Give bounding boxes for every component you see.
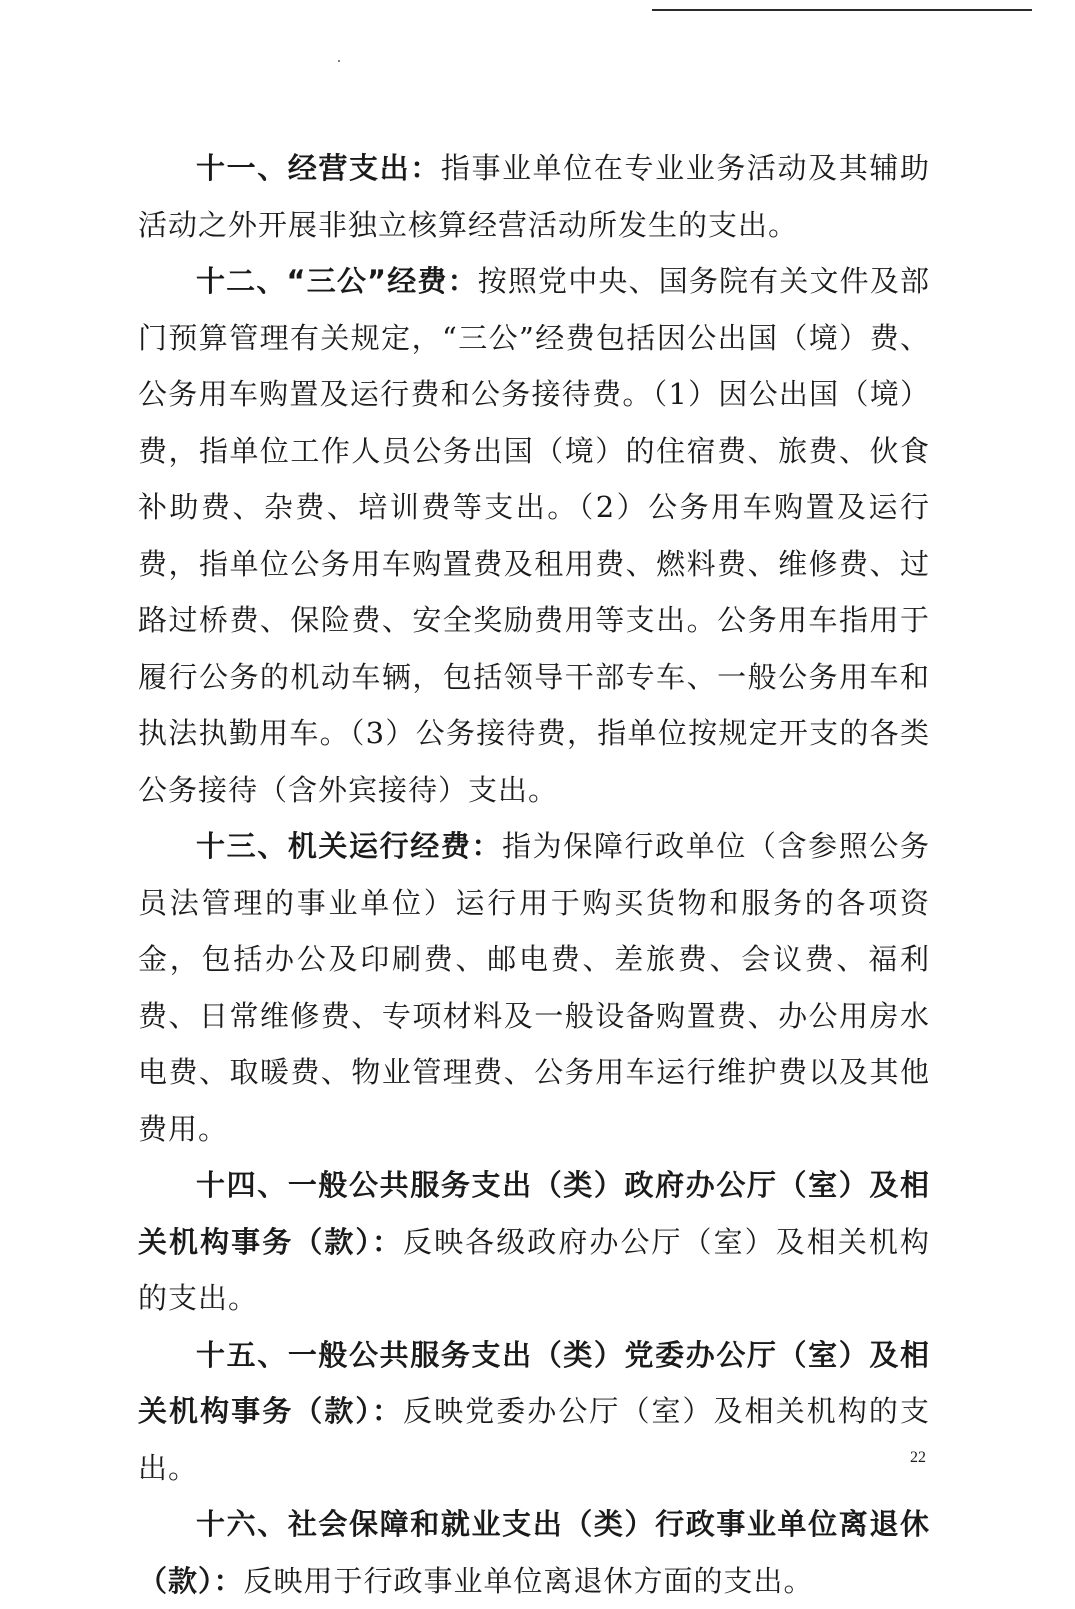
paragraph-text: 按照党中央、国务院有关文件及部门预算管理有关规定，“三公”经费包括因公出国（境）费、公务用车购置及运行费和公务接待费。（1）因公出国（境）费，指单位工作人员公务出国（境）的住宿费、旅费、伙食补助费、杂费、培训费等支出。（2）公务用车购置及运行费，指单位公务用车购置费及租用费、燃料费、维修费、过路过桥费、保险费、安全奖励费用等支出。公务用车指用于履行公务的机动车辆，包括领导干部专车、一般公务用车和执法执勤用车。（3）公务接待费，指单位按规定开支的各类公务接待（含外宾接待）支出。 (138, 264, 930, 807)
paragraph-text: 指事业单位在专业业务活动及其辅助活动之外开展非独立核算经营活动所发生的支出。 (138, 151, 930, 242)
paragraph-14 (138, 1157, 930, 1327)
paragraph-heading: 十二、“三公”经费： (196, 264, 478, 298)
paragraph-heading: 十三、机关运行经费： (196, 829, 503, 863)
scan-speck (338, 60, 340, 62)
paragraph-12 (138, 253, 930, 818)
paragraph-11 (138, 140, 930, 253)
paragraph-13 (138, 818, 930, 1157)
header-rule (652, 9, 1032, 11)
paragraph-15 (138, 1327, 930, 1497)
paragraph-text: 反映各级政府办公厅（室）及相关机构的支出。 (138, 1224, 930, 1315)
paragraph-heading: 十五、一般公共服务支出（类）党委办公厅（室）及相关机构事务（款）： (138, 1337, 930, 1428)
page-number: 22 (910, 1449, 926, 1466)
paragraph-heading: 十一、经营支出： (196, 151, 441, 185)
paragraph-16 (138, 1496, 930, 1609)
document-body (138, 140, 930, 1609)
paragraph-text: 反映党委办公厅（室）及相关机构的支出。 (138, 1394, 930, 1485)
paragraph-text: 指为保障行政单位（含参照公务员法管理的事业单位）运行用于购买货物和服务的各项资金，包括办公及印刷费、邮电费、差旅费、会议费、福利费、日常维修费、专项材料及一般设备购置费、办公用房水电费、取暖费、物业管理费、公务用车运行维护费以及其他费用。 (138, 829, 930, 1146)
paragraph-heading: 十四、一般公共服务支出（类）政府办公厅（室）及相关机构事务（款）： (138, 1168, 930, 1259)
paragraph-heading: 十六、社会保障和就业支出（类）行政事业单位离退休（款）： (138, 1507, 930, 1598)
paragraph-text: 反映用于行政事业单位离退休方面的支出。 (243, 1563, 814, 1598)
